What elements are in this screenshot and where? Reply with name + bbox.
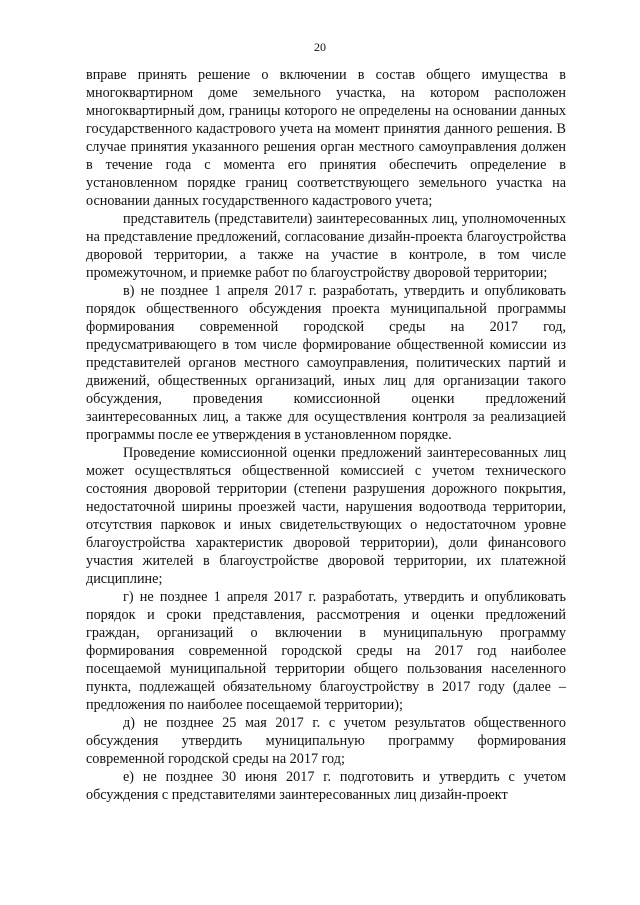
paragraph: г) не позднее 1 апреля 2017 г. разработать, утвердить и опубликовать порядок и сроки представления, рассмотрения и оценки предложений граждан, организаций о включении в муниципальную программу формирования современной городской среды на 2017 год наиболее посещаемой муниципальной территории общего пользования населенного пункта, подлежащей обязательному благоустройству в 2017 году (далее – предложения по наиболее посещаемой территории);: [86, 589, 566, 713]
page-number: 20: [314, 40, 326, 54]
paragraph: д) не позднее 25 мая 2017 г. с учетом результатов общественного обсуждения утвердить муниципальную программу формирования современной городской среды на 2017 год;: [86, 715, 566, 767]
paragraph: е) не позднее 30 июня 2017 г. подготовить и утвердить с учетом обсуждения с представителями заинтересованных лиц дизайн-проект: [86, 769, 566, 803]
paragraph: Проведение комиссионной оценки предложений заинтересованных лиц может осуществляться общественной комиссией с учетом технического состояния дворовой территории (степени разрушения дорожного покрытия, недостаточной ширины проезжей части, нарушения водоотвода территории, отсутствия парковок и иных свидетельствующих о недостаточном уровне благоустройства характеристик дворовой территории), доли финансового участия жителей в благоустройстве дворовой территории, их платежной дисциплине;: [86, 445, 566, 587]
paragraph: представитель (представители) заинтересованных лиц, уполномоченных на представление предложений, согласование дизайн-проекта благоустройства дворовой территории, а также на участие в контроле, в том числе промежуточном, и приемке работ по благоустройству дворовой территории;: [86, 211, 566, 281]
paragraph: в) не позднее 1 апреля 2017 г. разработать, утвердить и опубликовать порядок общественного обсуждения проекта муниципальной программы формирования современной городской среды на 2017 год, предусматривающего в том числе формирование общественной комиссии из представителей органов местного самоуправления, политических партий и движений, общественных организаций, иных лиц для организации такого обсуждения, проведения комиссионной оценки предложений заинтересованных лиц, а также для осуществления контроля за реализацией программы после ее утверждения в установленном порядке.: [86, 283, 566, 443]
document-body: [86, 66, 566, 804]
paragraph: вправе принять решение о включении в состав общего имущества в многоквартирном доме земельного участка, на котором расположен многоквартирный дом, границы которого не определены на основании данных государственного кадастрового учета на момент принятия данного решения. В случае принятия указанного решения орган местного самоуправления должен в течение года с момента его принятия обеспечить определение в установленном порядке границ соответствующего земельного участка на основании данных государственного кадастрового учета;: [86, 67, 566, 209]
